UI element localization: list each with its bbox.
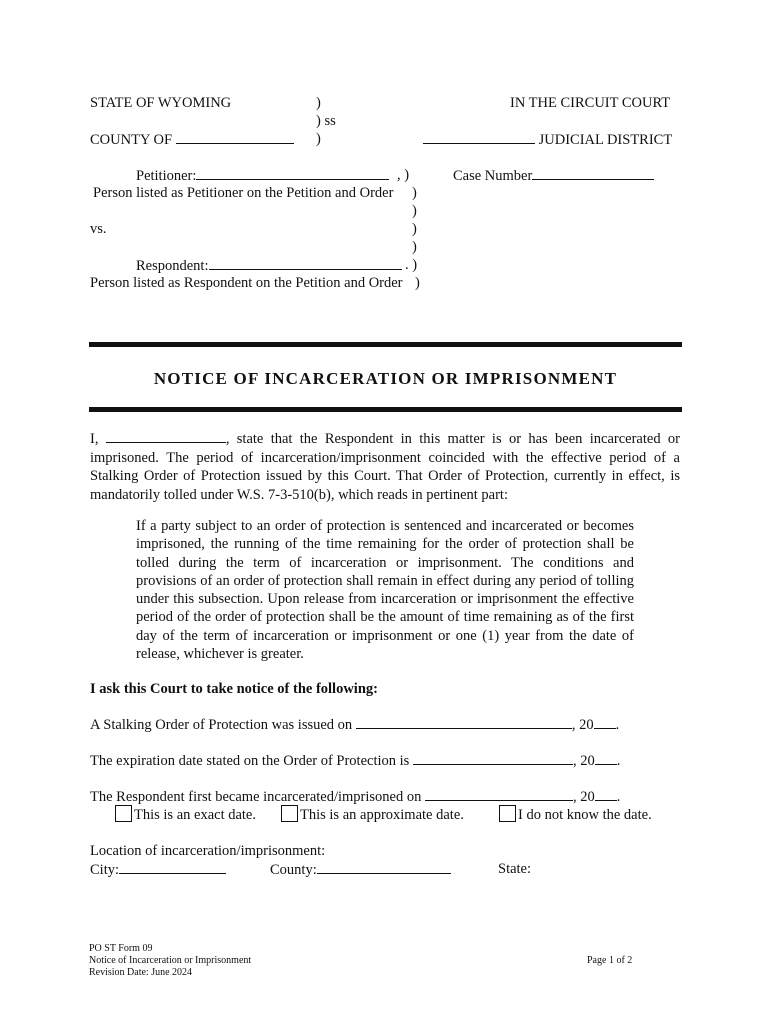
- notice-heading: I ask this Court to take notice of the following:: [90, 681, 378, 697]
- county-field-label: County:: [270, 862, 317, 878]
- case-number-blank[interactable]: [532, 166, 654, 180]
- caption-paren-5: ): [412, 203, 417, 219]
- petitioner-line: [136, 166, 389, 185]
- unknown-date-label: I do not know the date.: [518, 807, 652, 823]
- footer-form-name: Notice of Incarceration or Imprisonment: [89, 955, 252, 966]
- county-blank[interactable]: [176, 130, 294, 144]
- approximate-date-label: This is an approximate date.: [300, 807, 464, 823]
- unknown-date-option[interactable]: [499, 805, 652, 824]
- caption-paren-6: ): [412, 221, 417, 237]
- intro-text: , state that the Respondent in this matter is or has been incarcerated or imprisoned. The period of incarceration/imprisonment coincided with the effective period of a Stalking Order of Protection issued by this Court. That Order of Protection, currently in effect, is mandatorily tolled under W.S. 7-3-510(b), which reads in pertinent part:: [90, 431, 680, 503]
- state-label: STATE OF WYOMING: [90, 95, 232, 111]
- district-line: [423, 130, 672, 149]
- county-label: COUNTY OF: [90, 132, 173, 148]
- unknown-date-checkbox[interactable]: [499, 805, 516, 822]
- exact-date-label: This is an exact date.: [134, 807, 256, 823]
- state-field-label: State:: [498, 861, 532, 877]
- district-label: JUDICIAL DISTRICT: [538, 132, 673, 148]
- petitioner-blank[interactable]: [196, 166, 389, 180]
- incarceration-year-suffix: .: [616, 789, 621, 805]
- ss-label: ) ss: [316, 113, 336, 129]
- expiration-label: The expiration date stated on the Order of Protection is: [90, 753, 410, 769]
- incarceration-label: The Respondent first became incarcerated/imprisoned on: [90, 789, 422, 805]
- incarceration-date-row: [90, 787, 620, 806]
- statute-quote: If a party subject to an order of protection is sentenced and incarcerated or becomes imprisoned, the running of the time remaining for the order of protection shall be tolled during the term of incarceration or imprisonment. The conditions and provisions of an order of protection shall remain in effect during any period of tolling under this subsection. Upon release from incarceration or imprisonment the effective period of the order of protection shall be the amount of time remaining as of the first day of the term of incarceration or imprisonment or one (1) year from the date of release, whichever is greater.: [136, 518, 634, 663]
- petitioner-label: Petitioner:: [136, 168, 197, 184]
- declarant-name-blank[interactable]: [106, 429, 226, 443]
- respondent-label: Respondent:: [136, 258, 209, 274]
- exact-date-option[interactable]: [115, 805, 256, 824]
- expiration-date-blank[interactable]: [413, 751, 573, 765]
- approximate-date-checkbox[interactable]: [281, 805, 298, 822]
- location-label: Location of incarceration/imprisonment:: [90, 843, 326, 859]
- caption-paren-2: ): [316, 131, 321, 147]
- intro-paragraph: [90, 429, 680, 504]
- approximate-date-option[interactable]: [281, 805, 464, 824]
- footer-revision: Revision Date: June 2024: [89, 967, 193, 978]
- caption-paren-9: ): [415, 275, 420, 291]
- exact-date-checkbox[interactable]: [115, 805, 132, 822]
- expiration-year-suffix: .: [616, 753, 621, 769]
- county-line: [90, 130, 294, 149]
- caption-paren-4: ): [412, 185, 417, 201]
- intro-i-label: I,: [90, 431, 99, 447]
- title-rule-top: [89, 342, 682, 347]
- footer-page-number: Page 1 of 2: [587, 955, 633, 966]
- issued-year-prefix: , 20: [571, 717, 594, 733]
- county-field: [270, 860, 451, 879]
- caption-paren-3: , ): [397, 167, 410, 183]
- court-name: IN THE CIRCUIT COURT: [510, 95, 671, 111]
- document-title: NOTICE OF INCARCERATION OR IMPRISONMENT: [153, 369, 618, 388]
- footer-form-id: PO ST Form 09: [89, 943, 153, 954]
- issued-year-suffix: .: [615, 717, 620, 733]
- city-label: City:: [90, 862, 120, 878]
- issued-date-row: [90, 715, 619, 734]
- vs-label: vs.: [90, 221, 107, 237]
- city-field: [90, 860, 226, 879]
- issued-date-blank[interactable]: [356, 715, 572, 729]
- county-field-blank[interactable]: [317, 860, 451, 874]
- issued-label: A Stalking Order of Protection was issued on: [90, 717, 353, 733]
- expiration-date-row: [90, 751, 620, 770]
- caption-paren-8: . ): [405, 257, 418, 273]
- caption-paren-7: ): [412, 239, 417, 255]
- incarceration-year-prefix: , 20: [573, 789, 595, 805]
- title-rule-bottom: [89, 407, 682, 412]
- incarceration-year-blank[interactable]: [595, 787, 617, 801]
- city-blank[interactable]: [119, 860, 226, 874]
- expiration-year-blank[interactable]: [595, 751, 617, 765]
- respondent-blank[interactable]: [209, 256, 402, 270]
- caption-paren-1: ): [316, 95, 321, 111]
- expiration-year-prefix: , 20: [572, 753, 595, 769]
- case-number-line: [453, 166, 654, 185]
- district-blank[interactable]: [423, 130, 535, 144]
- incarceration-date-blank[interactable]: [425, 787, 573, 801]
- respondent-note: Person listed as Respondent on the Petition and Order: [90, 275, 403, 291]
- respondent-line: [136, 256, 402, 275]
- case-number-label: Case Number: [453, 168, 533, 184]
- petitioner-note: Person listed as Petitioner on the Petition and Order: [93, 185, 394, 201]
- issued-year-blank[interactable]: [594, 715, 616, 729]
